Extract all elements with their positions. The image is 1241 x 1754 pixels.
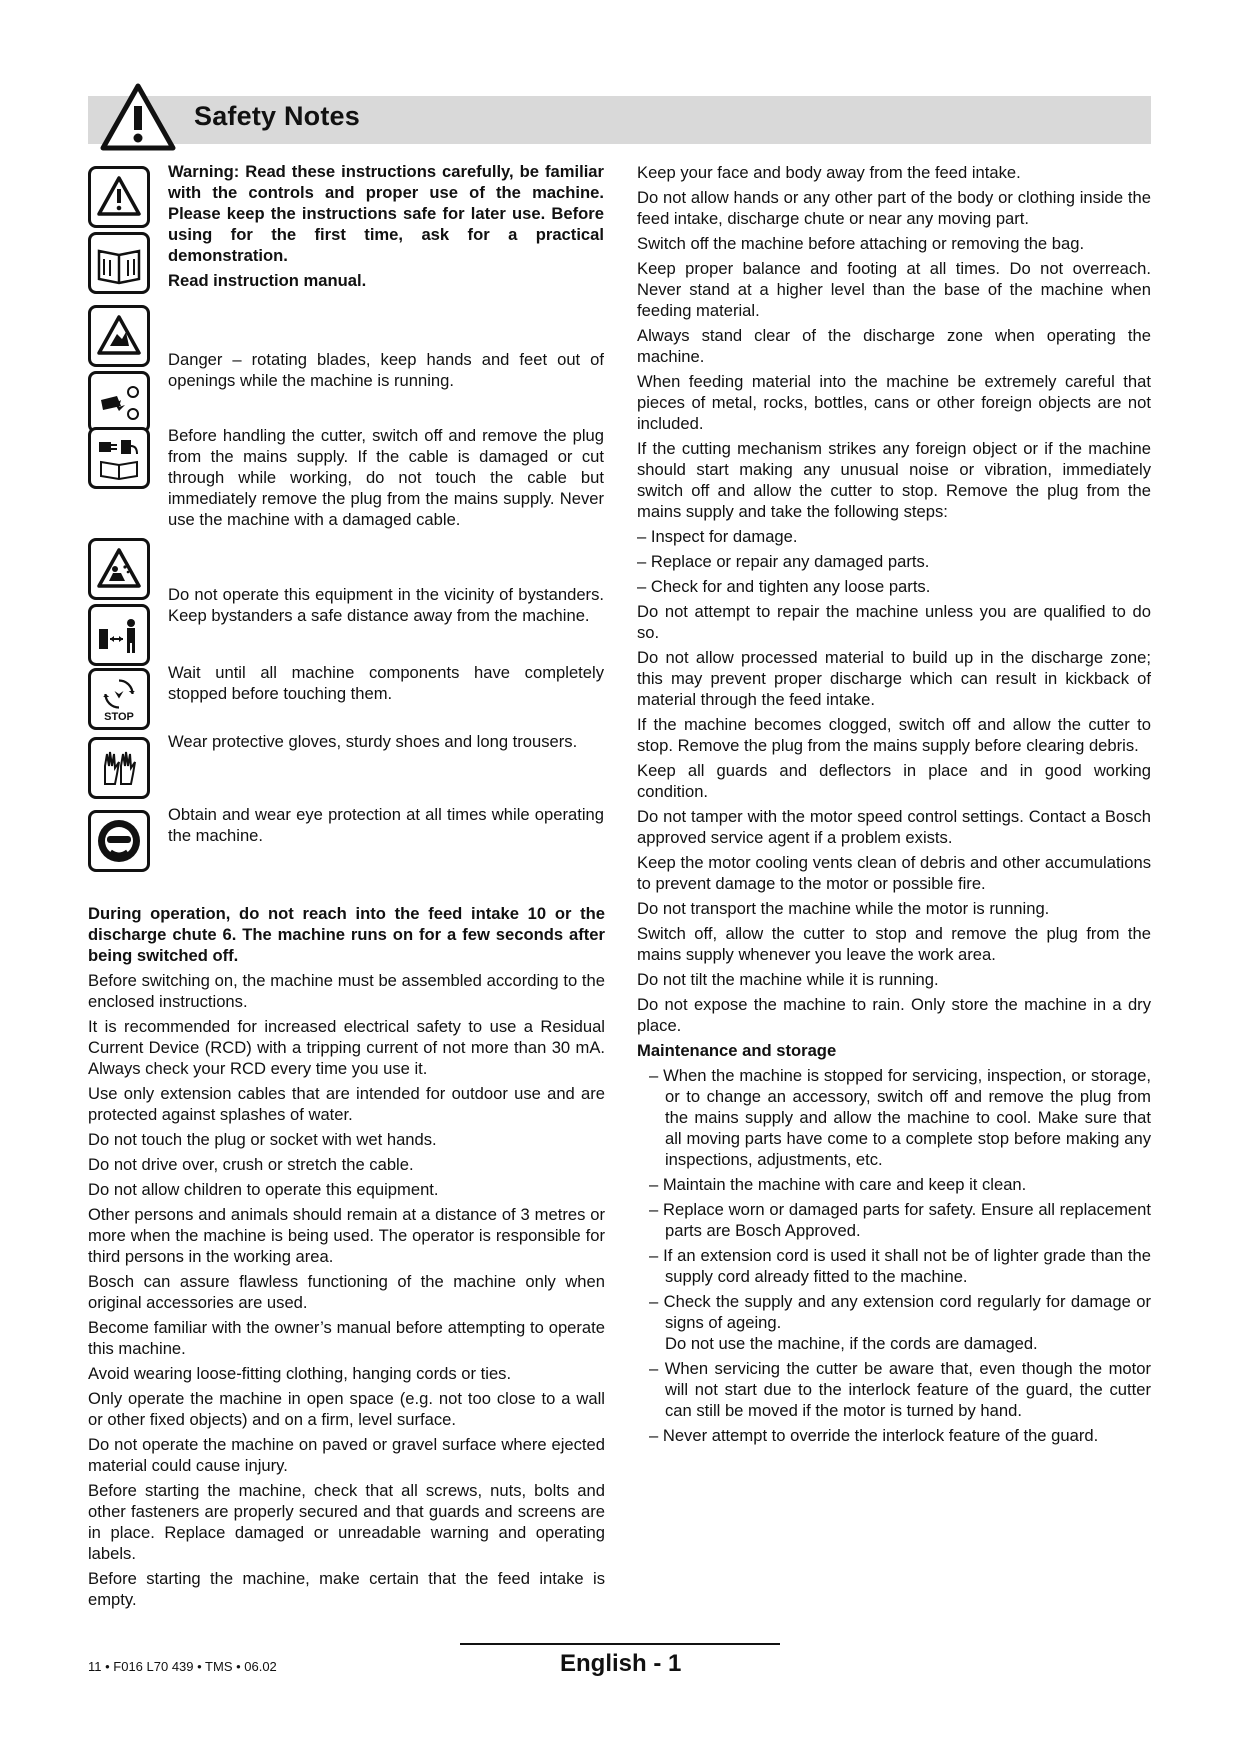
left-paragraph: Avoid wearing loose-fitting clothing, hanging cords or ties. — [88, 1364, 512, 1383]
right-paragraph: Do not tilt the machine while it is running. — [637, 970, 939, 989]
maintenance-item: – Never attempt to override the interlock feature of the guard. — [649, 1426, 1099, 1445]
foot-hazard-icon-box — [88, 371, 150, 433]
page-title: Safety Notes — [194, 101, 360, 131]
right-paragraph: If the machine becomes clogged, switch off and allow the cutter to stop. Remove the plug from the mains supply before clearing debris. — [637, 715, 1151, 755]
step-item: – Inspect for damage. — [637, 527, 798, 546]
left-paragraph: During operation, do not reach into the feed intake 10 or the discharge chute 6. The machine runs on for a few seconds after being switched off. — [88, 904, 605, 965]
maintenance-item: – When servicing the cutter be aware that, even though the motor will not start due to the interlock feature of the guard, the cutter can still be moved if the motor is turned by hand. — [649, 1359, 1151, 1420]
eye-protection-text: Obtain and wear eye protection at all times while operating the machine. — [168, 805, 604, 845]
unplug-manual-icon — [95, 434, 143, 482]
bystanders-text: Do not operate this equipment in the vicinity of bystanders. Keep bystanders a safe distance away from the machine. — [168, 585, 604, 625]
stop-icon-box — [88, 668, 150, 730]
unplug-icon-box — [88, 427, 150, 489]
left-paragraph: Do not touch the plug or socket with wet hands. — [88, 1130, 437, 1149]
left-paragraph: Before switching on, the machine must be assembled according to the enclosed instructions. — [88, 971, 605, 1011]
maintenance-item: – Replace worn or damaged parts for safety. Ensure all replacement parts are Bosch Approved. — [649, 1200, 1151, 1240]
foot-blade-hazard-icon — [95, 378, 143, 426]
icon-group-stop — [88, 668, 150, 730]
keep-distance-icon — [95, 611, 143, 659]
gloves-icon-box — [88, 737, 150, 799]
left-paragraph: Do not drive over, crush or stretch the cable. — [88, 1155, 414, 1174]
eye-protection-icon-box — [88, 810, 150, 872]
left-paragraph: Use only extension cables that are intended for outdoor use and are protected against splashes of water. — [88, 1084, 605, 1124]
left-paragraph: Before starting the machine, make certain that the feed intake is empty. — [88, 1569, 605, 1609]
unplug-text: Before handling the cutter, switch off and remove the plug from the mains supply. If the cable is damaged or cut through while working, do not touch the cable but immediately remove the plug from the mains supply. Never use the machine with a damaged cable. — [168, 426, 604, 529]
right-paragraph: Keep the motor cooling vents clean of debris and other accumulations to prevent damage to the motor or possible fire. — [637, 853, 1151, 893]
right-paragraph: Do not allow hands or any other part of the body or clothing inside the feed intake, discharge chute or near any moving part. — [637, 188, 1151, 228]
right-paragraph: Keep proper balance and footing at all times. Do not overreach. Never stand at a higher level than the base of the machine when feeding material. — [637, 259, 1151, 320]
rotation-stop-icon — [101, 676, 137, 712]
right-paragraph: Do not allow processed material to build up in the discharge zone; this may prevent proper discharge which can result in kickback of material through the feed intake. — [637, 648, 1151, 709]
right-column — [637, 162, 1151, 1450]
icon-group-read-manual — [88, 166, 150, 294]
hand-hazard-icon-box — [88, 305, 150, 367]
thrown-objects-hazard-icon — [95, 545, 143, 593]
warning-text: Warning: Read these instructions carefully, be familiar with the controls and proper use of the machine. Please keep the instructions safe for later use. Before using for the first time, ask for a practical demonstration. — [168, 162, 604, 265]
warning-triangle-icon — [99, 82, 177, 152]
left-paragraph: Bosch can assure flawless functioning of the machine only when original accessories are used. — [88, 1272, 605, 1312]
components-stop-text: Wait until all machine components have completely stopped before touching them. — [168, 663, 604, 703]
left-paragraph: Become familiar with the owner’s manual before attempting to operate this machine. — [88, 1318, 605, 1358]
maintenance-item: Do not use the machine, if the cords are damaged. — [665, 1334, 1038, 1353]
right-paragraph: Do not expose the machine to rain. Only store the machine in a dry place. — [637, 995, 1151, 1035]
icon-group-bystanders — [88, 538, 150, 666]
distance-icon-box — [88, 604, 150, 666]
book-icon — [95, 239, 143, 287]
left-paragraph: Other persons and animals should remain at a distance of 3 metres or more when the machine is being used. The operator is responsible for third persons in the working area. — [88, 1205, 605, 1266]
left-paragraphs — [88, 903, 605, 1614]
warning-icon — [95, 173, 143, 221]
left-paragraph: Do not allow children to operate this equipment. — [88, 1180, 439, 1199]
icon-group-unplug — [88, 427, 150, 489]
right-paragraph: Do not tamper with the motor speed control settings. Contact a Bosch approved service agent if a problem exists. — [637, 807, 1151, 847]
left-paragraph: Only operate the machine in open space (e.g. not too close to a wall or other fixed objects) and on a firm, level surface. — [88, 1389, 605, 1429]
book-icon-box — [88, 232, 150, 294]
maintenance-item: – If an extension cord is used it shall not be of lighter grade than the supply cord already fitted to the machine. — [649, 1246, 1151, 1286]
icon-group-rotating-blades — [88, 305, 150, 433]
gloves-text: Wear protective gloves, sturdy shoes and long trousers. — [168, 732, 578, 751]
right-paragraph: Switch off, allow the cutter to stop and remove the plug from the mains supply whenever you leave the work area. — [637, 924, 1151, 964]
left-paragraph: It is recommended for increased electrical safety to use a Residual Current Device (RCD) with a tripping current of not more than 30 mA. Always check your RCD every time you use it. — [88, 1017, 605, 1078]
footer-code: 11 • F016 L70 439 • TMS • 06.02 — [88, 1659, 277, 1674]
eye-protection-icon — [95, 817, 143, 865]
rotating-blades-text: Danger – rotating blades, keep hands and feet out of openings while the machine is running. — [168, 350, 604, 390]
left-paragraph: Do not operate the machine on paved or gravel surface where ejected material could cause injury. — [88, 1435, 605, 1475]
right-paragraph: If the cutting mechanism strikes any foreign object or if the machine should start making any unusual noise or vibration, immediately switch off and allow the cutter to stop. Remove the plug from the mains supply and take the following steps: — [637, 439, 1151, 521]
left-paragraph: Before starting the machine, check that all screws, nuts, bolts and other fasteners are properly secured and that guards and screens are in place. Replace damaged or unreadable warning and operating labels. — [88, 1481, 605, 1563]
right-paragraph: Keep all guards and deflectors in place and in good working condition. — [637, 761, 1151, 801]
hand-blade-hazard-icon — [95, 312, 143, 360]
right-paragraph: Always stand clear of the discharge zone when operating the machine. — [637, 326, 1151, 366]
page-number: English - 1 — [560, 1650, 682, 1677]
right-paragraph: Keep your face and body away from the feed intake. — [637, 163, 1021, 182]
right-paragraph: Do not transport the machine while the motor is running. — [637, 899, 1050, 918]
read-manual-text: Read instruction manual. — [168, 271, 367, 290]
right-paragraph: Do not attempt to repair the machine unless you are qualified to do so. — [637, 602, 1151, 642]
icon-group-gloves — [88, 737, 150, 799]
maintenance-item: – Check the supply and any extension cord regularly for damage or signs of ageing. — [649, 1292, 1151, 1332]
bystander-hazard-icon-box — [88, 538, 150, 600]
right-paragraph: When feeding material into the machine be extremely careful that pieces of metal, rocks, bottles, cans or other foreign objects are not included. — [637, 372, 1151, 433]
footer-rule — [460, 1643, 780, 1645]
warning-icon-box — [88, 166, 150, 228]
maintenance-heading: Maintenance and storage — [637, 1041, 837, 1060]
maintenance-item: – Maintain the machine with care and keep it clean. — [649, 1175, 1027, 1194]
protective-gloves-icon — [95, 744, 143, 792]
right-paragraph: Switch off the machine before attaching or removing the bag. — [637, 234, 1085, 253]
maintenance-item: – When the machine is stopped for servicing, inspection, or storage, or to change an accessory, switch off and remove the plug from the mains supply and allow the machine to cool. Make sure that all moving parts have come to a complete stop before making any inspections, adjustments, etc. — [649, 1066, 1151, 1169]
step-item: – Check for and tighten any loose parts. — [637, 577, 931, 596]
stop-label: STOP — [104, 710, 134, 723]
icon-group-eye-protection — [88, 810, 150, 872]
step-item: – Replace or repair any damaged parts. — [637, 552, 930, 571]
